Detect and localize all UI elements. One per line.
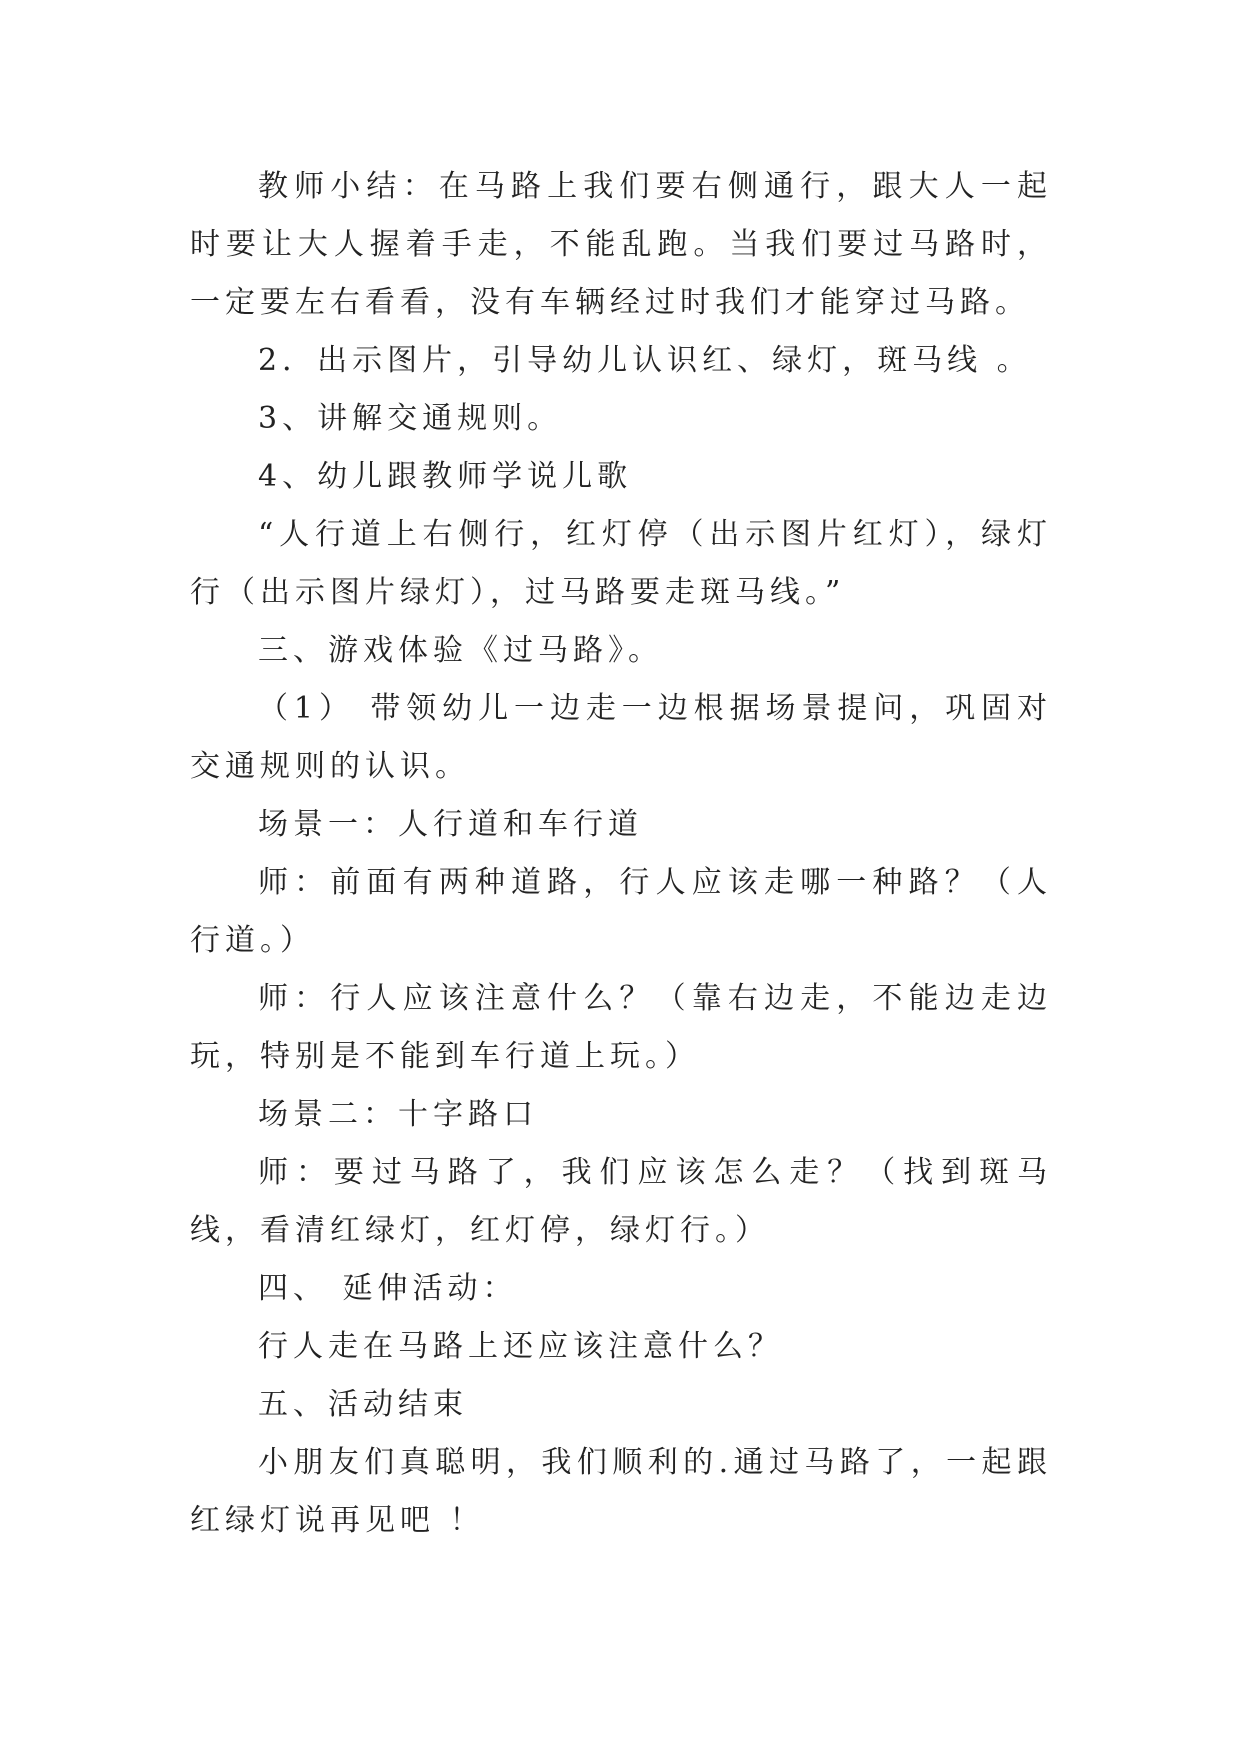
paragraph-scene-1-question-2: 师：行人应该注意什么？（靠右边走，不能边走边玩，特别是不能到车行道上玩。） [190,981,1052,1074]
section-heading-end: 五、活动结束 [258,1387,468,1422]
paragraph-game-step-1: （1） 带领幼儿一边走一边根据场景提问，巩固对交通规则的认识。 [190,691,1052,784]
paragraph-teacher-summary: 教师小结：在马路上我们要右侧通行，跟大人一起时要让大人握着手走，不能乱跑。当我们要过马路时，一定要左右看看，没有车辆经过时我们才能穿过马路。 [190,169,1052,320]
section-heading-extension: 四、 延伸活动： [258,1271,518,1306]
paragraph-step-3: 3、讲解交通规则。 [258,401,563,436]
paragraph-extension-question: 行人走在马路上还应该注意什么？ [258,1329,783,1364]
scene-heading-2: 场景二：十字路口 [258,1097,538,1132]
document-body [190,158,1052,1550]
paragraph-scene-2-question: 师：要过马路了，我们应该怎么走？（找到斑马线，看清红绿灯，红灯停，绿灯行。） [190,1155,1052,1248]
paragraph-step-4: 4、幼儿跟教师学说儿歌 [258,459,633,494]
section-heading-game: 三、游戏体验《过马路》。 [258,633,663,668]
paragraph-scene-1-question-1: 师：前面有两种道路，行人应该走哪一种路？（人行道。） [190,865,1052,958]
paragraph-step-2: 2．出示图片，引导幼儿认识红、绿灯，斑马线 。 [258,343,1032,378]
paragraph-closing: 小朋友们真聪明，我们顺利的.通过马路了，一起跟红绿灯说再见吧 ！ [190,1445,1052,1538]
scene-heading-1: 场景一：人行道和车行道 [258,807,643,842]
paragraph-nursery-rhyme: “人行道上右侧行，红灯停（出示图片红灯），绿灯行（出示图片绿灯），过马路要走斑马线。” [190,517,1052,610]
